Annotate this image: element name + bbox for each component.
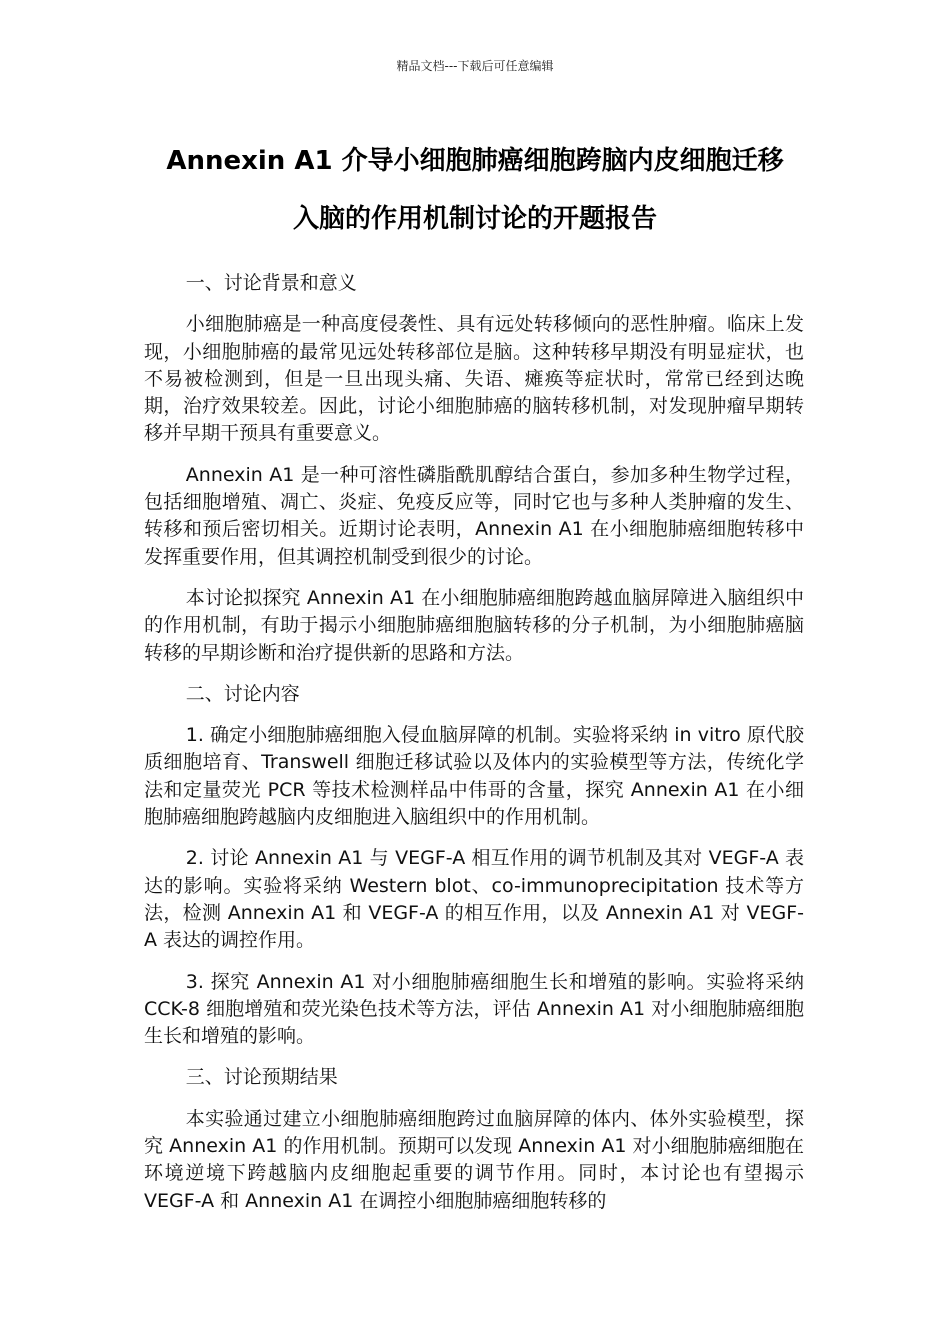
- section-heading-content: 二、讨论内容: [185, 682, 300, 705]
- paragraph-content-1: 1. 确定小细胞肺癌细胞入侵血脑屏障的机制。实验将采纳 in vitro 原代胶质细胞培育、Transwell 细胞迁移试验以及体内的实验模型等方法，传统化学法和定量荧光 PCR 等技术检测样品中伟哥的含量，探究 Annexin A1 在小细胞肺癌细胞跨越脑内皮细胞进入脑组织中的作用机制。: [144, 724, 804, 829]
- document-body: [144, 270, 804, 1229]
- title-line-2: 入脑的作用机制讨论的开题报告: [292, 204, 657, 234]
- paragraph-background-1: 小细胞肺癌是一种高度侵袭性、具有远处转移倾向的恶性肿瘤。临床上发现，小细胞肺癌的最常见远处转移部位是脑。这种转移早期没有明显症状，也不易被检测到，但是一旦出现头痛、失语、瘫痪等症状时，常常已经到达晚期，治疗效果较差。因此，讨论小细胞肺癌的脑转移机制，对发现肿瘤早期转移并早期干预具有重要意义。: [144, 313, 804, 445]
- section-heading-expected-results: 三、讨论预期结果: [185, 1066, 338, 1089]
- paragraph-content-3: 3. 探究 Annexin A1 对小细胞肺癌细胞生长和增殖的影响。实验将采纳 CCK-8 细胞增殖和荧光染色技术等方法，评估 Annexin A1 对小细胞肺癌细胞生长和增殖的影响。: [144, 970, 804, 1048]
- paragraph-expected-results-1: 本实验通过建立小细胞肺癌细胞跨过血脑屏障的体内、体外实验模型，探究 Annexin A1 的作用机制。预期可以发现 Annexin A1 对小细胞肺癌细胞在环境逆境下跨越脑内皮细胞起重要的调节作用。同时，本讨论也有望揭示 VEGF-A 和 Annexin A1 在调控小细胞肺癌细胞转移的: [144, 1107, 804, 1212]
- paragraph-background-3: 本讨论拟探究 Annexin A1 在小细胞肺癌细胞跨越血脑屏障进入脑组织中的作用机制，有助于揭示小细胞肺癌细胞脑转移的分子机制，为小细胞肺癌脑转移的早期诊断和治疗提供新的思路和方法。: [144, 586, 804, 664]
- title-line-1: Annexin A1 介导小细胞肺癌细胞跨脑内皮细胞迁移: [166, 146, 784, 176]
- page-header-note: 精品文档---下载后可任意编辑: [396, 59, 554, 73]
- section-heading-background: 一、讨论背景和意义: [185, 272, 357, 294]
- document-title: [100, 132, 850, 248]
- paragraph-content-2: 2. 讨论 Annexin A1 与 VEGF-A 相互作用的调节机制及其对 VEGF-A 表达的影响。实验将采纳 Western blot、co-immunoprecipitation 技术等方法，检测 Annexin A1 和 VEGF-A 的相互作用，以及 Annexin A1 对 VEGF-A 表达的调控作用。: [144, 847, 804, 952]
- paragraph-background-2: Annexin A1 是一种可溶性磷脂酰肌醇结合蛋白，参加多种生物学过程，包括细胞增殖、凋亡、炎症、免疫反应等，同时它也与多种人类肿瘤的发生、转移和预后密切相关。近期讨论表明，Annexin A1 在小细胞肺癌细胞转移中发挥重要作用，但其调控机制受到很少的讨论。: [144, 463, 804, 568]
